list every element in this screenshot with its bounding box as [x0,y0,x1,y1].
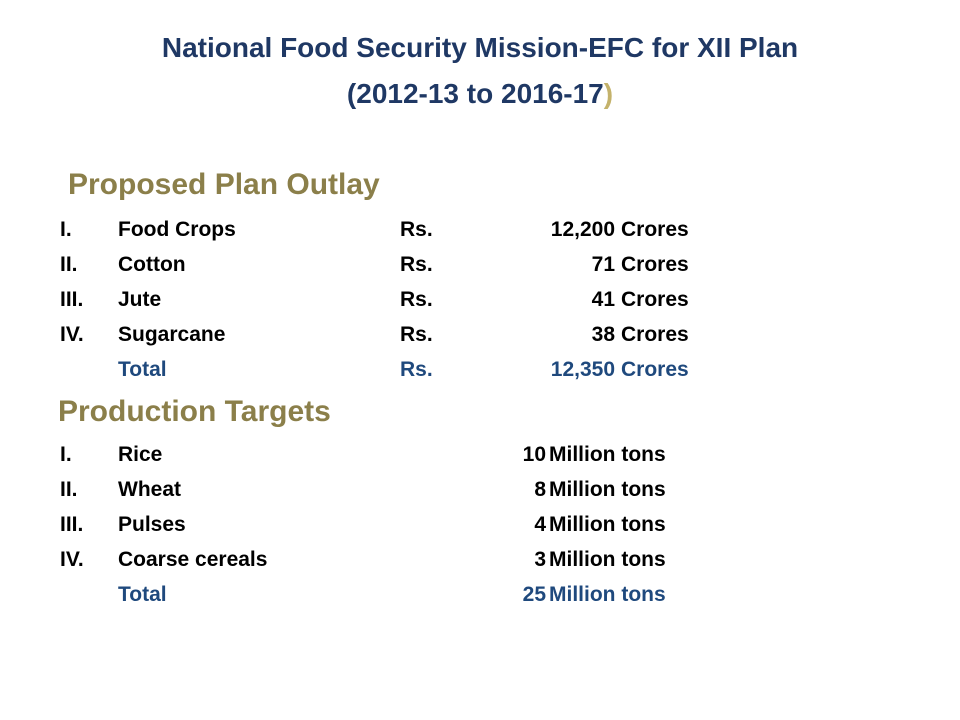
outlay-unit: Crores [621,218,689,241]
production-row [60,443,760,473]
production-num: I. [60,443,72,466]
production-unit: Million tons [549,513,666,536]
production-amount: 8 [534,478,546,501]
outlay-amount: 12,200 [550,218,615,241]
production-unit: Million tons [549,443,666,466]
slide-subtitle [0,78,960,110]
outlay-row [60,288,760,318]
production-num: II. [60,478,78,501]
production-name: Rice [118,443,163,466]
outlay-total-unit: Crores [621,358,689,381]
outlay-amount: 41 [591,288,615,311]
production-name: Pulses [118,513,186,536]
production-total-row [60,583,760,613]
outlay-amount: 38 [591,323,615,346]
outlay-unit: Crores [621,253,689,276]
outlay-row [60,323,760,353]
outlay-name: Sugarcane [118,323,226,346]
slide-title: National Food Security Mission-EFC for XII Plan [161,32,799,63]
production-total-label: Total [118,583,167,606]
production-amount: 4 [534,513,546,536]
production-name: Coarse cereals [118,548,268,571]
production-amount: 3 [534,548,546,571]
production-row [60,548,760,578]
outlay-total-amount: 12,350 [550,358,615,381]
outlay-heading: Proposed Plan Outlay [68,168,380,201]
outlay-name: Cotton [118,253,186,276]
outlay-name: Food Crops [118,218,236,241]
production-row [60,513,760,543]
outlay-rs: Rs. [400,218,433,241]
production-amount: 10 [522,443,546,466]
outlay-total-row [60,358,760,388]
production-num: IV. [60,548,84,571]
production-total-amount: 25 [522,583,546,606]
outlay-name: Jute [118,288,162,311]
outlay-row [60,218,760,248]
outlay-rs: Rs. [400,288,433,311]
outlay-amount: 71 [591,253,615,276]
production-heading: Production Targets [58,395,331,428]
outlay-total-rs: Rs. [400,358,433,381]
outlay-num: III. [60,288,84,311]
outlay-row [60,253,760,283]
subtitle-closing-paren: ) [603,78,614,109]
production-row [60,478,760,508]
outlay-unit: Crores [621,288,689,311]
outlay-num: II. [60,253,78,276]
production-unit: Million tons [549,478,666,501]
outlay-rs: Rs. [400,253,433,276]
outlay-num: I. [60,218,72,241]
production-total-unit: Million tons [549,583,666,606]
outlay-num: IV. [60,323,84,346]
production-name: Wheat [118,478,181,501]
subtitle-years: (2012-13 to 2016-17 [346,78,604,109]
outlay-unit: Crores [621,323,689,346]
production-unit: Million tons [549,548,666,571]
outlay-total-label: Total [118,358,167,381]
production-num: III. [60,513,84,536]
outlay-rs: Rs. [400,323,433,346]
